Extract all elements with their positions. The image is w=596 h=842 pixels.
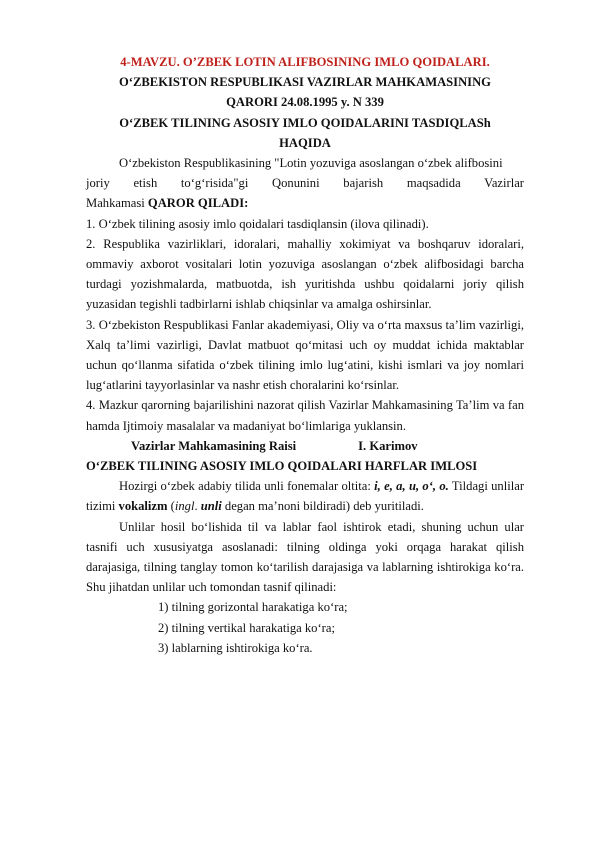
decree-item-1: 1. O‘zbek tilining asosiy imlo qoidalari tasdiqlansin (ilova qilinadi). (86, 216, 429, 231)
vocalism-term: vokalizm (118, 499, 168, 514)
decree-heading-line2: QARORI 24.08.1995 y. N 339 (226, 95, 384, 110)
decree-heading-line3: O‘ZBEK TILINING ASOSIY IMLO QOIDALARINI TASDIQLASh (119, 115, 491, 130)
decree-item-2: 2. Respublika vazirliklari, idoralari, mahalliy xokimiyat va boshqaruv idoralari, ommaviy axborot vositalari lotin yozuviga asoslangan o‘zbek alifbosidagi barcha turdagi yozishmalarda, matbuotda, ish yuritishda ushbu qoidalarni joriy qilish yuzasidan tegishli tadbirlarni ishlab chiqsinlar va amalga oshirsinlar. (86, 236, 524, 312)
decree-heading-line4: HAQIDA (279, 135, 331, 150)
intro-line1: O‘zbekiston Respublikasining "Lotin yozuviga asoslangan o‘zbek alifbosini (119, 156, 503, 171)
decree-item-4: 4. Mazkur qarorning bajarilishini nazorat qilish Vazirlar Mahkamasining Ta’lim va fan hamda Ijtimoiy masalalar va madaniyat bo‘limlariga yuklansin. (86, 398, 524, 433)
classification-item-3: 3) lablarning ishtirokiga ko‘ra. (158, 640, 313, 655)
topic-heading: 4-MAVZU. O’ZBEK LOTIN ALIFBOSINING IMLO QOIDALARI. (120, 55, 490, 69)
vowels-text-a: Hozirgi o‘zbek adabiy tilida unli fonemalar oltita: (119, 479, 375, 494)
vowels-text-e: degan ma’noni bildiradi) deb yuritiladi. (221, 499, 424, 514)
classification-item-2: 2) tilning vertikal harakatiga ko‘ra; (158, 620, 335, 635)
intro-line2: joriy etish to‘g‘risida"gi Qonunini bajarish maqsadida Vazirlar (86, 176, 524, 191)
signature-role: Vazirlar Mahkamasining Raisi (131, 438, 297, 453)
intro-line3 (86, 193, 524, 213)
unli-term: unli (200, 499, 222, 514)
vowels-text-d: . (194, 499, 201, 514)
classification-item-1: 1) tilning gorizontal harakatiga ko‘ra; (158, 600, 348, 615)
signature-name: I. Karimov (358, 438, 418, 453)
classification-paragraph: Unlilar hosil bo‘lishida til va lablar faol ishtirok etadi, shuning uchun ular tasnifi uch xususiyatga asoslanadi: tilning oldinga yoki orqaga harakat qilish darajasiga, tilning tanglay tomon ko‘tarilish darajasiga va lablarning ishtirokiga ko‘ra. Shu jihatdan unlilar uch tomondan tasnif qilinadi: (86, 519, 524, 595)
signature-block (86, 436, 524, 456)
vowels-list: i, e, a, u, o‘, o. (374, 479, 449, 494)
decree-heading-line1: O‘ZBEKISTON RESPUBLIKASI VAZIRLAR MAHKAMASINING (119, 75, 491, 90)
ingl-abbrev: ingl (174, 499, 195, 514)
document-page (86, 52, 524, 658)
vowels-text-b: Tildagi unlilar tizimi (86, 479, 525, 514)
vowels-text-c: ( (167, 499, 175, 514)
intro-text: Mahkamasi (86, 196, 148, 211)
section-title: O‘ZBEK TILINING ASOSIY IMLO QOIDALARI HARFLAR IMLOSI (86, 459, 478, 474)
vowels-paragraph (86, 476, 524, 516)
decree-item-3: 3. O‘zbekiston Respublikasi Fanlar akademiyasi, Oliy va o‘rta maxsus ta’lim vazirligi, Xalq ta’limi vazirligi, Davlat matbuot qo‘mitasi uch oy muddat ichida maktablar uchun qo‘llanma sifatida o‘zbek tilining imlo lug‘atini, kishi ismlari va joy nomlari lug‘atlarini tayyorlasinlar va nashr etish choralarini ko‘rsinlar. (86, 317, 524, 393)
intro-resolution: QAROR QILADI: (147, 196, 249, 211)
